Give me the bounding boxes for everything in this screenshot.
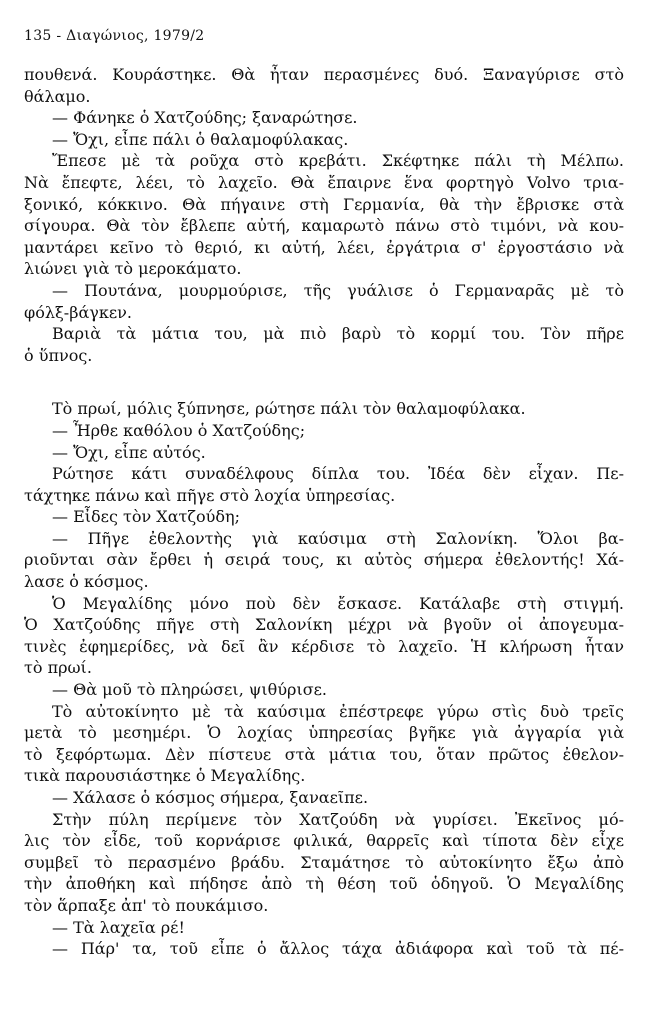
text-line: Ὁ Χατζούδης πῆγε στὴ Σαλονίκη μέχρι νὰ βγοῦν οἱ ἀπογευμα- (24, 615, 624, 635)
text-line: τὸ ξεφόρτωμα. Δὲν πίστευε στὰ μάτια του, ὅταν πρῶτος ἐθελον- (24, 744, 624, 764)
text-block-night (24, 64, 624, 366)
text-line: λιώνει γιὰ τὸ μεροκάματο. (24, 259, 242, 279)
text-line: — Ὄχι, εἶπε πάλι ὁ θαλαμοφύλακας. (52, 129, 349, 149)
book-page (24, 28, 624, 960)
text-line: — Τὰ λαχεῖα ρέ! (52, 917, 185, 937)
text-line: Τὸ αὐτοκίνητο μὲ τὰ καύσιμα ἐπέστρεφε γύρω στὶς δυὸ τρεῖς (52, 701, 624, 721)
text-line: Ὁ Μεγαλίδης μόνο ποὺ δὲν ἔσκασε. Κατάλαβε στὴ στιγμή. (52, 593, 624, 613)
text-line: ριοῦνται σὰν ἔρθει ἡ σειρά τους, κι αὐτὸς σήμερα ἐθελοντής! Χά- (24, 550, 624, 570)
text-line: μετὰ τὸ μεσημέρι. Ὁ λοχίας ὑπηρεσίας βγῆκε γιὰ ἀγγαρία γιὰ (24, 723, 624, 743)
text-line: λις τὸν εἶδε, τοῦ κορνάρισε φιλικά, θαρρεῖς καὶ τίποτα δὲν εἶχε (24, 831, 624, 851)
text-line: τικὰ παρουσιάστηκε ὁ Μεγαλίδης. (24, 766, 306, 786)
text-line: Νὰ ἔπεφτε, λέει, τὸ λαχεῖο. Θὰ ἔπαιρνε ἕνα φορτηγὸ Volvo τρια- (24, 172, 624, 192)
text-block-morning (24, 398, 624, 959)
text-line: πουθενά. Κουράστηκε. Θὰ ἦταν περασμένες δυό. Ξαναγύρισε στὸ (24, 65, 624, 84)
text-line: σίγουρα. Θὰ τὸν ἔβλεπε αὐτή, καμαρωτὸ πάνω στὸ τιμόνι, νὰ κου- (24, 216, 624, 236)
text-line: — Εἶδες τὸν Χατζούδη; (52, 507, 240, 527)
text-line: ὁ ὕπνος. (24, 345, 93, 365)
text-line: Βαριὰ τὰ μάτια του, μὰ πιὸ βαρὺ τὸ κορμί του. Τὸν πῆρε (52, 324, 624, 344)
text-line: τὸ πρωί. (24, 658, 92, 678)
text-line: λασε ὁ κόσμος. (24, 572, 149, 592)
text-line: θάλαμο. (24, 86, 91, 106)
text-line: τάχτηκε πάνω καὶ πῆγε στὸ λοχία ὑπηρεσίας. (24, 485, 396, 505)
text-line: Στὴν πύλη περίμενε τὸν Χατζούδη νὰ γυρίσει. Ἐκεῖνος μό- (52, 809, 624, 829)
text-line: φόλξ-βάγκεν. (24, 302, 132, 322)
text-line: ξονικό, κόκκινο. Θὰ πήγαινε στὴ Γερμανία, θὰ τὴν ἔβρισκε στὰ (24, 194, 624, 214)
text-line: Ρώτησε κάτι συναδέλφους δίπλα του. Ἰδέα δὲν εἶχαν. Πε- (52, 464, 624, 484)
section-break (24, 366, 624, 398)
text-line: — Ὄχι, εἶπε αὐτός. (52, 442, 206, 462)
text-line: μαντάρει κεῖνο τὸ θεριό, κι αὐτή, λέει, ἐργάτρια σ' ἐργοστάσιο νὰ (24, 237, 624, 257)
text-line: συμβεῖ τὸ περασμένο βράδυ. Σταμάτησε τὸ αὐτοκίνητο ἔξω ἀπὸ (24, 852, 624, 872)
text-line: — Πῆγε ἐθελοντὴς γιὰ καύσιμα στὴ Σαλονίκη. Ὅλοι βα- (52, 528, 624, 548)
text-line: — Πουτάνα, μουρμούρισε, τῆς γυάλισε ὁ Γερμαναρᾶς μὲ τὸ (52, 280, 624, 300)
text-line: — Πάρ' τα, τοῦ εἶπε ὁ ἄλλος τάχα ἀδιάφορα καὶ τοῦ τὰ πέ- (52, 939, 624, 959)
text-line: — Φάνηκε ὁ Χατζούδης; ξαναρώτησε. (52, 108, 358, 128)
text-line: τινὲς ἐφημερίδες, νὰ δεῖ ἂν κέρδισε τὸ λαχεῖο. Ἡ κλήρωση ἦταν (24, 636, 624, 656)
page-header: 135 - Διαγώνιος, 1979/2 (24, 28, 205, 44)
text-line: τὸν ἅρπαξε ἀπ' τὸ πουκάμισο. (24, 895, 269, 915)
text-line: — Χάλασε ὁ κόσμος σήμερα, ξαναεῖπε. (52, 788, 369, 807)
text-line: — Θὰ μοῦ τὸ πληρώσει, ψιθύρισε. (52, 680, 328, 700)
text-line: — Ἦρθε καθόλου ὁ Χατζούδης; (52, 420, 306, 440)
text-line: Ἔπεσε μὲ τὰ ροῦχα στὸ κρεβάτι. Σκέφτηκε πάλι τὴ Μέλπω. (52, 151, 624, 171)
text-line: τὴν ἀποθήκη καὶ πήδησε ἀπὸ τὴ θέση τοῦ ὁδηγοῦ. Ὁ Μεγαλίδης (24, 874, 624, 894)
text-line: Τὸ πρωί, μόλις ξύπνησε, ρώτησε πάλι τὸν θαλαμοφύλακα. (52, 399, 526, 419)
